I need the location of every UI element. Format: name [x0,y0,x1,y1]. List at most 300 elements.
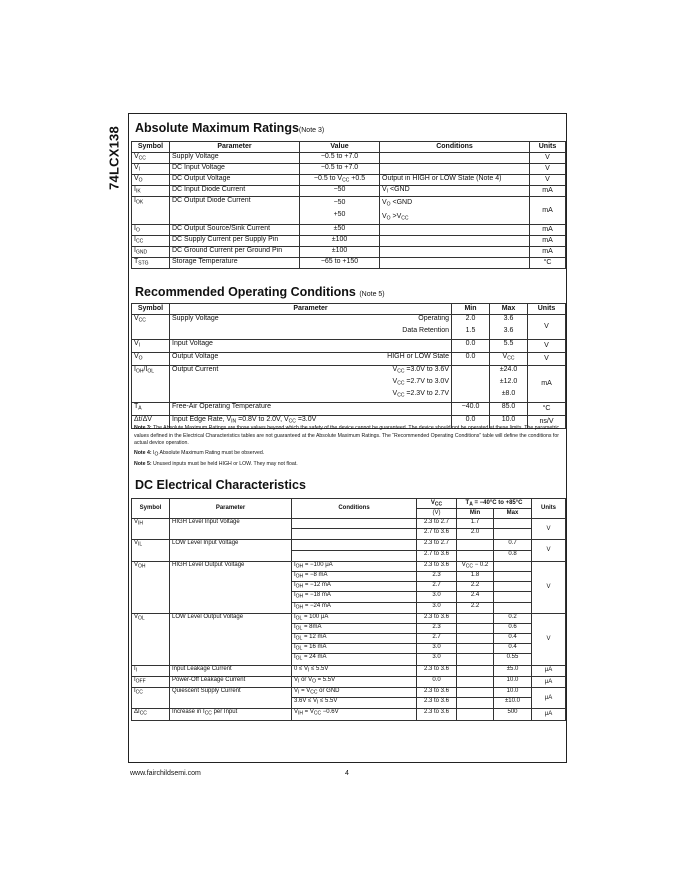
text: 3.0 [432,644,441,651]
subscript: CC [288,418,296,425]
subscript: CC [138,155,146,162]
text: Storage Temperature [172,258,238,265]
text: HIGH or LOW State [387,353,449,360]
subscript: OL [295,645,303,652]
text: V [502,353,508,360]
text: 2.7 [432,634,441,641]
text: V [545,176,550,184]
units-cell [532,688,566,709]
cell-line [417,666,456,676]
parameter-cell [170,315,452,340]
conditions-cell [292,688,417,709]
cell-line [457,529,493,539]
text: 2.7 [432,582,441,589]
text: 3.0 [432,592,441,599]
roc-header-cell: Units [528,304,566,315]
table-row [132,540,566,561]
vcc-cell [417,688,457,709]
footer-url: www.fairchildsemi.com [130,770,201,777]
text: 10.0 [506,688,519,694]
text: = 100 μA [302,613,329,620]
text: per Input [211,709,238,716]
conditions-cell [292,519,417,540]
cell-line [417,677,456,687]
cell-line [292,603,416,613]
text: −0.5 to V [313,175,343,182]
cell-line [457,562,493,572]
text: ±5.0 [506,665,519,672]
cell-line [457,624,493,634]
dc-header-vcc-unit: (V) [417,509,457,519]
table-row [132,676,566,687]
parameter-cell [170,236,300,247]
text: Supply Voltage [172,153,219,160]
text: I [294,602,296,609]
subscript: OL [295,635,303,642]
text: 0.7 [508,540,517,547]
dc-heading: DC Electrical Characteristics [135,478,306,492]
conditions-cell [380,225,530,236]
symbol-cell [132,665,170,676]
max-line [492,315,525,327]
parameter-cell [170,197,300,225]
vcc-cell [417,540,457,561]
dc-header-min: Min [457,509,494,519]
text: 2.3 to 3.6 [423,688,450,694]
cell-line [494,624,531,634]
text: 3.0 [432,654,441,661]
cell-line [292,624,416,634]
parameter-label [172,340,213,348]
text: μA [544,667,553,674]
text: 3.0 [432,602,441,609]
table-row [132,366,566,403]
max-cell [494,519,532,540]
subscript: O [312,678,316,685]
subscript: OH [295,563,304,570]
units-cell [532,709,566,720]
symbol-cell [132,197,170,225]
text: 2.0 [465,315,476,322]
text: 0.4 [508,644,517,651]
dc-header-vcc [417,499,457,509]
conditions-cell [292,561,417,613]
text: ns/V [539,418,554,426]
text: −65 to +150 [320,258,359,265]
notes [134,425,564,470]
text: DC Ground Current per Ground Pin [172,247,283,254]
text: Data Retention [402,327,449,334]
table-row [132,225,566,236]
text: I [294,582,296,589]
subscript: IL [138,541,143,548]
dc-header-ta [457,499,532,509]
cell-line [457,634,493,644]
max-cell [494,613,532,665]
symbol-cell [132,613,170,665]
parameter-cell [170,519,292,540]
text: = V [299,688,311,694]
cell-line [494,562,531,572]
condition-line [172,327,449,339]
units-cell [532,561,566,613]
text: 2.3 [432,623,441,630]
amr-heading: Absolute Maximum Ratings(Note 3) [135,121,325,135]
vcc-cell [417,519,457,540]
text: I [134,665,136,672]
cell-line [292,540,416,550]
text: = 12 mA [302,634,327,641]
conditions-cell [380,186,530,197]
cell-line [417,688,456,698]
text: = V [303,709,314,716]
text: 2.3 [432,571,441,578]
subscript: IN [231,418,237,425]
text: −0.5 to +7.0 [320,153,359,160]
text: 2.3 to 3.6 [423,709,450,716]
text: Operating [418,315,449,322]
amr-header-cell: Value [300,142,380,153]
conditions-cell [380,258,530,269]
min-line [454,327,487,339]
cell-line [494,582,531,592]
conditions-cell [380,153,530,164]
symbol-cell [132,225,170,236]
subscript: OH [295,593,304,600]
parameter-cell [170,258,300,269]
text: V [294,676,299,683]
roc-header-cell: Min [452,304,490,315]
min-cell [457,519,494,540]
text: −0.6V [321,709,339,716]
text: V [134,315,139,322]
cell-line [292,572,416,582]
subscript: I [307,667,310,674]
min-line [454,340,487,352]
text: Output Voltage [172,353,219,360]
cell-line [417,519,456,529]
text: °C [543,259,552,267]
text: 2.3 to 3.6 [423,698,450,705]
value-cell [300,175,380,186]
amr-header-cell: Conditions [380,142,530,153]
max-cell [490,340,528,353]
text: V [134,153,139,160]
subscript: O [386,201,391,208]
text: I [153,449,155,456]
cell-line [417,529,456,539]
text: = 8mA [302,623,322,630]
text: 2.3 to 3.6 [423,665,450,672]
note-paragraph [134,425,564,448]
parameter-label [172,366,218,374]
text: T [134,258,139,265]
symbol-cell [132,519,170,540]
cell-line [292,688,416,698]
text: = −100 μA [303,561,333,568]
cell-line [292,644,416,654]
cell-line [494,519,531,529]
units-cell [530,236,566,247]
subscript: A [138,405,142,412]
text: = −40°C to +85°C [472,499,523,506]
conditions-cell [380,247,530,258]
text: HIGH Level Input Voltage [172,519,240,525]
text: DC Output Voltage [172,175,231,182]
symbol-cell [132,688,170,709]
subscript: OH [295,604,304,610]
text: =2.3V to 2.7V [404,390,449,397]
parameter-cell [170,225,300,236]
parameter-cell [170,353,452,366]
note-label: Note 3: [134,425,154,431]
text: Input Edge Rate, V [172,416,232,423]
subscript: IH [298,710,304,717]
cell-line [292,529,416,539]
text: Input Voltage [172,340,213,347]
conditions-cell [292,676,417,687]
units-cell [530,247,566,258]
parameter-cell [170,561,292,613]
min-line [454,378,487,390]
conditions-cell [292,665,417,676]
subscript: OL [295,625,303,632]
roc-header-cell: Parameter [170,304,452,315]
text: V [545,154,550,162]
symbol-cell [132,403,170,416]
conditions-cell [380,236,530,247]
table-row [132,197,566,225]
cell-line [457,688,493,698]
parameter-cell [170,175,300,186]
text: mA [542,226,553,234]
text: 2.0 [470,529,480,536]
cell-line [292,709,416,719]
min-cell [457,709,494,720]
subscript: O [138,355,143,362]
dc-header-units: Units [532,499,566,519]
text: 0.0 [432,676,441,683]
vcc-cell [417,676,457,687]
max-line [492,390,525,402]
subscript: I [135,667,138,674]
subscript: O [386,215,391,221]
cell-line [417,562,456,572]
text: Supply Voltage [172,315,219,322]
subscript: CC [313,710,322,717]
min-line [454,366,487,378]
text: I [294,654,296,661]
text: 2.4 [470,592,480,599]
max-cell [494,665,532,676]
table-row [132,561,566,613]
max-cell [490,353,528,366]
text: LOW Level Input Voltage [172,540,239,547]
text: 1.8 [470,571,480,578]
text: I [134,225,136,232]
text: = 16 mA [302,644,327,651]
text: 2.3 to 3.6 [423,561,450,568]
subscript: STG [138,260,149,267]
units-cell [528,403,566,416]
text: Absolute Maximum Rating must be observed. [158,449,265,456]
cell-line [494,688,531,698]
text: 10.0 [506,676,519,683]
text: ±100 [331,247,348,254]
text: Unused inputs must be held HIGH or LOW. They may not float. [153,460,298,467]
text: Δt/ΔV [134,416,152,423]
text: V [382,199,387,206]
text: or V [299,676,313,683]
text: V [134,613,139,620]
text: V [392,378,398,385]
text: Power-Off Leakage Current [172,676,246,683]
cell-line [292,654,416,664]
text: <GND [388,186,410,193]
cell-line [292,562,416,572]
text: V [134,561,139,568]
cell-line [417,698,456,708]
text: 2.7 to 3.6 [423,529,450,536]
max-line [492,327,525,339]
units-cell [530,225,566,236]
cell-line [494,572,531,582]
text: Increase in I [172,709,205,716]
dc-header-symbol: Symbol [132,499,170,519]
cell-line [494,529,531,539]
subscript: CC [135,238,144,245]
text: = 5.5V [315,676,336,683]
text: ±8.0 [501,390,516,397]
units-cell [530,258,566,269]
amr-header-cell: Symbol [132,142,170,153]
text: = −24 mA [303,602,331,609]
min-cell [452,315,490,340]
value-cell [300,153,380,164]
amr-header-cell: Units [530,142,566,153]
cell-line [457,666,493,676]
text: Input Leakage Current [172,665,232,672]
cell-line [494,551,531,561]
text: 0.0 [465,340,476,347]
text: V [294,688,299,694]
cell-line [494,654,531,664]
units-cell [528,340,566,353]
conditions-cell [380,197,530,225]
text: mA [542,206,553,214]
text: −50 [333,186,346,193]
subscript: CC [465,563,474,570]
dc-header-max: Max [494,509,532,519]
subscript: OL [295,615,303,622]
parameter-cell [170,403,452,416]
roc-heading: Recommended Operating Conditions (Note 5) [135,285,385,299]
parameter-cell [170,153,300,164]
symbol-cell [132,153,170,164]
subscript: OK [135,199,144,206]
subscript: CC [397,368,405,375]
units-cell [530,175,566,186]
cell-line [417,624,456,634]
text: The Absolute Maximum Ratings are those values beyond which the safety of the device cannot be guaranteed. The device should not be operated at these limits. The parametric values defined in the Electrical Characteristics tables are not guaranteed at the Absolute Maximum Ratings. The “Recommended Operating Conditions” table will define the conditions for actual device operation. [134,425,560,447]
text: Free-Air Operating Temperature [172,403,272,410]
units-cell [528,366,566,403]
text: mA [541,380,552,388]
subscript: OL [295,655,303,662]
text: V [546,547,551,554]
table-row [132,709,566,720]
symbol-cell [132,540,170,561]
amr-table [131,141,566,269]
parameter-cell [170,688,292,709]
cell-line [292,582,416,592]
text: V [382,186,387,193]
cell-line [494,709,531,719]
cell-line [457,644,493,654]
condition-line [172,378,449,390]
text: 500 [507,709,518,716]
text: =2.7V to 3.0V [404,378,449,385]
cell-line [417,709,456,719]
max-line [492,366,525,378]
cell-line [457,698,493,708]
text: I [294,613,296,620]
text: mA [542,187,553,195]
max-cell [494,709,532,720]
units-cell [532,519,566,540]
subscript: CC [397,380,405,387]
value-cell [300,197,380,225]
text: I [134,676,136,683]
subscript: OL [138,615,145,622]
vcc-cell [417,561,457,613]
text: 1.7 [470,519,480,525]
cell-line [494,540,531,550]
table-row [132,315,566,340]
text: ±100 [331,236,348,243]
subscript: OH [135,368,144,375]
text: 0.6 [508,623,517,630]
units-cell [532,676,566,687]
symbol-cell [132,315,170,340]
cell-line [494,644,531,654]
parameter-cell [170,186,300,197]
subscript: GND [135,249,148,256]
text: 0.4 [508,634,517,641]
cell-line [292,634,416,644]
cell-line [417,644,456,654]
subscript: OH [138,563,146,570]
parameter-label [172,353,218,361]
conditions-cell [292,540,417,561]
text: V [545,165,550,173]
symbol-cell [132,340,170,353]
cell-line [494,666,531,676]
text: I [134,688,136,694]
text: V [544,355,549,363]
subscript: O [135,227,140,234]
table-row [132,164,566,175]
value-cell [300,186,380,197]
conditions-cell [380,175,530,186]
text: 2.3 to 2.7 [423,540,450,547]
text: V [544,323,549,331]
units-cell [532,613,566,665]
text: I [134,247,136,254]
vcc-cell [417,709,457,720]
max-cell [490,366,528,403]
min-cell [457,688,494,709]
